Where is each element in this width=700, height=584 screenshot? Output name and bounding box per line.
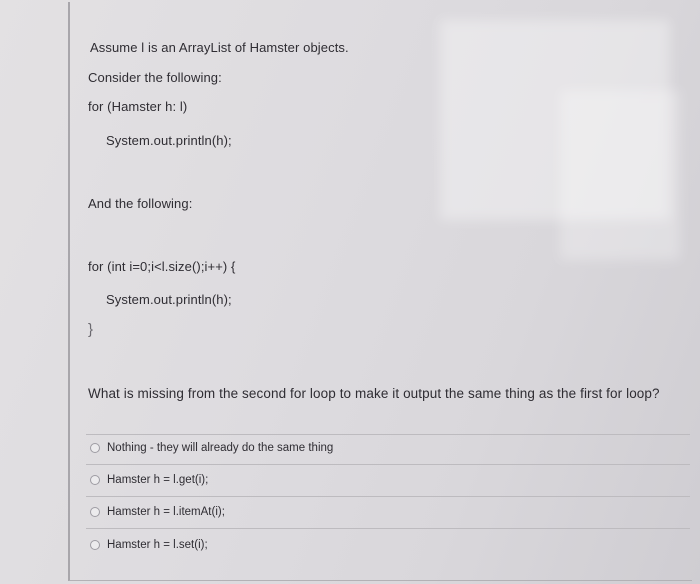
answer-option-label: Hamster h = l.set(i); [107,539,208,551]
question-line-7: System.out.println(h); [106,292,232,307]
question-prompt: What is missing from the second for loop to make it output the same thing as the first for loop? [88,386,660,401]
question-line-5: And the following: [88,196,193,211]
question-line-2: Consider the following: [88,70,222,85]
question-line-1: Assume l is an ArrayList of Hamster objects. [90,40,349,55]
answer-option-2[interactable] [90,471,208,489]
option-separator [86,528,690,529]
radio-button-icon[interactable] [90,443,100,453]
answer-option-label: Nothing - they will already do the same thing [107,442,334,454]
option-separator [86,464,690,465]
question-line-4: System.out.println(h); [106,133,232,148]
radio-button-icon[interactable] [90,540,100,550]
radio-button-icon[interactable] [90,475,100,485]
radio-button-icon[interactable] [90,507,100,517]
answer-option-label: Hamster h = l.get(i); [107,474,209,486]
answer-option-label: Hamster h = l.itemAt(i); [107,506,225,518]
question-line-6: for (int i=0;i<l.size();i++) { [88,259,236,274]
options-divider [86,434,690,435]
closing-brace: } [88,321,94,338]
question-line-3: for (Hamster h: l) [88,99,188,114]
answer-option-4[interactable] [90,536,208,554]
option-separator [86,496,690,497]
answer-option-1[interactable] [90,439,333,457]
answer-option-3[interactable] [90,503,225,521]
